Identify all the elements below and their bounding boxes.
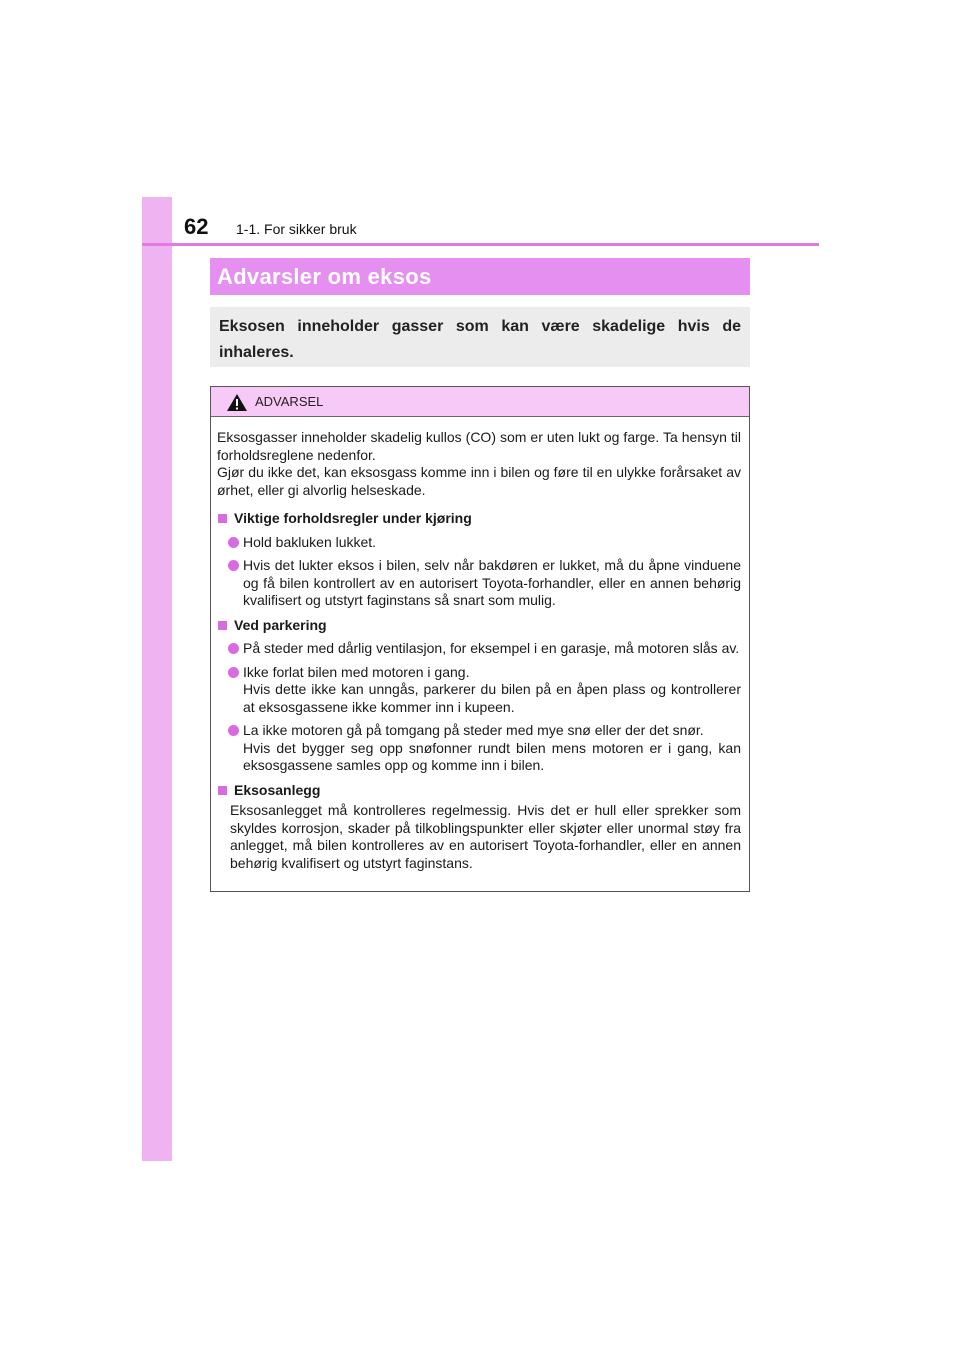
list-item bbox=[217, 640, 741, 658]
warning-paragraph: Gjør du ikke det, kan eksosgass komme inn i bilen og føre til en ulykke forårsaket av ørhet, eller gi alvorlig helseskade. bbox=[217, 464, 741, 498]
section-heading bbox=[217, 782, 741, 800]
list-item-text: På steder med dårlig ventilasjon, for eksempel i en garasje, må motoren slås av. bbox=[243, 640, 740, 656]
page-number: 62 bbox=[184, 214, 209, 239]
list-item bbox=[217, 557, 741, 610]
section-heading-text: Eksosanlegg bbox=[234, 781, 321, 798]
section-heading bbox=[217, 617, 741, 635]
list-item-text: Hvis det lukter eksos i bilen, selv når bakdøren er lukket, må du åpne vinduene og få bilen kontrollert av en autorisert Toyota-forhandler, eller en annen behørig kvalifisert og utstyrt faginstans så snart som mulig. bbox=[243, 557, 741, 608]
warning-paragraph: Eksosgasser inneholder skadelig kullos (CO) som er uten lukt og farge. Ta hensyn til forholdsreglene nedenfor. bbox=[217, 429, 741, 463]
square-bullet-icon bbox=[218, 621, 227, 630]
intro-text: Eksosen inneholder gasser som kan være skadelige hvis de inhaleres. bbox=[219, 318, 741, 361]
section-text: Eksosanlegget må kontrolleres regelmessig. Hvis det er hull eller sprekker som skyldes korrosjon, skader på tilkoblingspunkter eller skjøter eller unormal støy fra anlegget, må bilen kontrolleres av en autorisert Toyota-forhandler, eller en annen behørig kvalifisert og utstyrt faginstans. bbox=[230, 802, 741, 871]
title-bar bbox=[210, 258, 750, 295]
list-item-text: Hold bakluken lukket. bbox=[243, 533, 377, 550]
warning-label: ADVARSEL bbox=[255, 394, 324, 409]
list-item-text: Ikke forlat bilen med motoren i gang. bbox=[243, 663, 470, 680]
circle-bullet-icon bbox=[228, 560, 239, 571]
list-item bbox=[217, 664, 741, 717]
page-title: Advarsler om eksos bbox=[217, 264, 432, 289]
circle-bullet-icon bbox=[228, 537, 239, 548]
warning-body bbox=[211, 417, 749, 872]
circle-bullet-icon bbox=[228, 667, 239, 678]
circle-bullet-icon bbox=[228, 725, 239, 736]
section-heading bbox=[217, 510, 741, 528]
warning-box bbox=[210, 386, 750, 892]
intro-box bbox=[210, 307, 750, 367]
list-item bbox=[217, 534, 741, 552]
square-bullet-icon bbox=[218, 514, 227, 523]
warning-triangle-icon bbox=[226, 393, 248, 412]
section-heading-text: Viktige forholdsregler under kjøring bbox=[234, 510, 472, 526]
list-item bbox=[217, 722, 741, 775]
section-heading-text: Ved parkering bbox=[234, 616, 327, 633]
list-item-text: La ikke motoren gå på tomgang på steder med mye snø eller der det snør. bbox=[243, 722, 704, 738]
header-rule bbox=[142, 243, 819, 246]
list-item-note: Hvis dette ikke kan unngås, parkerer du bilen på en åpen plass og kontrollerer at eksosgassene ikke kommer inn i kupeen. bbox=[243, 681, 741, 715]
section-label: 1-1. For sikker bruk bbox=[236, 221, 357, 237]
side-color-strip bbox=[142, 197, 172, 1161]
warning-header bbox=[211, 387, 749, 417]
list-item-note: Hvis det bygger seg opp snøfonner rundt bilen mens motoren er i gang, kan eksosgassene samles opp og komme inn i bilen. bbox=[243, 739, 741, 773]
circle-bullet-icon bbox=[228, 643, 239, 654]
square-bullet-icon bbox=[218, 786, 227, 795]
